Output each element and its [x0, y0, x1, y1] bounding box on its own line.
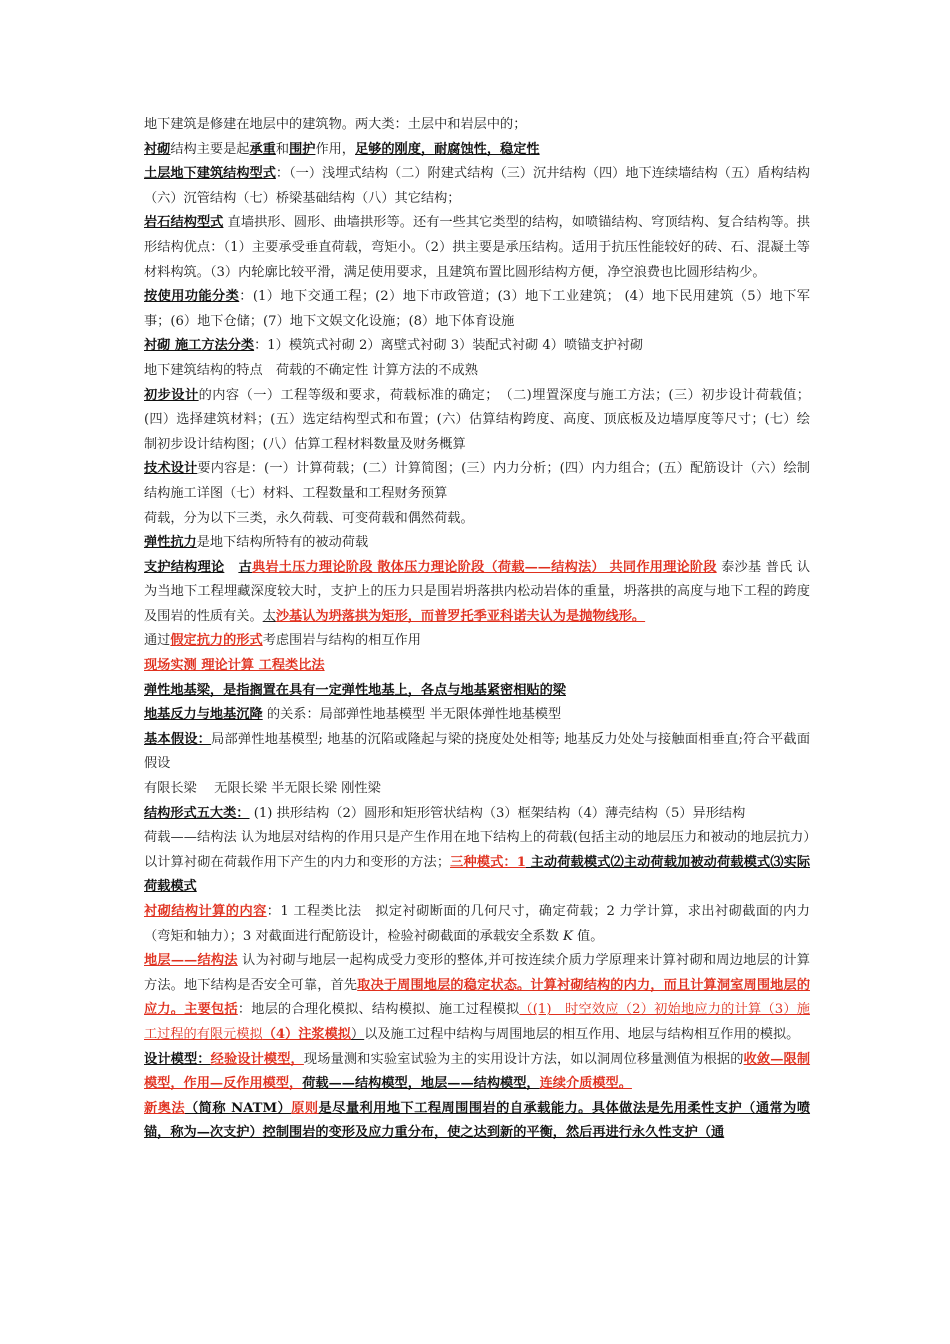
term-load-bearing: 承重	[249, 141, 276, 157]
heading-foundation-reaction: 地基反力与地基沉降	[144, 707, 263, 723]
text-red-underlined: （(1) 时空效应（2）初始地应力的计算（3）施工过程的有限元模拟	[144, 1002, 810, 1042]
text-emphasis: 古	[238, 559, 252, 575]
paragraph-structure-forms	[144, 802, 810, 900]
text: 的关系：局部弹性地基模型 半无限体弹性地基模型	[262, 707, 562, 723]
term-enclosure: 围护	[289, 141, 316, 157]
paragraph-features	[144, 359, 810, 384]
paragraph-elastic-resistance	[144, 531, 810, 556]
text-red-emphasis: 假定抗力的形式	[170, 633, 263, 649]
symbol-k: K	[558, 928, 573, 944]
paragraph-function-classification	[144, 285, 810, 334]
paragraph-technical-design	[144, 457, 810, 506]
text: ：1 工程类比法 拟定衬砌断面的几何尺寸，确定荷载；2 力学计算，求出衬砌截面的内力（弯矩和轴力）；3 对截面进行配筋设计，检验衬砌截面的承载安全系数	[144, 904, 810, 944]
text: 局部弹性地基模型; 地基的沉陷或隆起与梁的挠度处处相等; 地基反力处处与接触面相垂直;符合平截面假设	[144, 731, 811, 772]
heading-technical-design: 技术设计	[144, 461, 198, 477]
paragraph-foundation-reaction	[144, 703, 810, 728]
text: 有限长梁 无限长梁 半无限长梁 刚性梁	[144, 781, 381, 797]
text: (1) 拱形结构（2）圆形和矩形管状结构（3）框架结构（4）薄壳结构（5）异形结构	[249, 805, 746, 821]
paragraph-rock-structure-types	[144, 211, 810, 285]
text: 认为衬砌与地层一起构成受力变形的整体,并可按连续介质力学原理来计算衬砌和周边地层的计算方法。地下结构是否安全可靠，首先	[144, 953, 810, 993]
paragraph-beam-types	[144, 777, 810, 802]
text-red-emphasis: 现场实测 理论计算 工程类比法	[144, 658, 325, 674]
text: 要内容是：(一）计算荷载；(二）计算简图；(三）内力分析；(四）内力组合；(五）配筋设计（六）绘制结构施工详图（七）材料、工程数量和工程财务预算	[144, 461, 810, 501]
heading-lining-calculation: 衬砌结构计算的内容	[144, 904, 267, 919]
paragraph-loads	[144, 507, 810, 532]
text: 和	[275, 141, 290, 157]
document-page	[144, 113, 810, 1146]
text-red-emphasis: 连续介质模型。	[539, 1076, 632, 1092]
text-red-emphasis: 取决于周围地层的稳定状态。计算衬砌结构的内力，而且计算洞室周围地层的应力。主要包括	[144, 977, 811, 1018]
paragraph-stratum-structure-method	[144, 949, 810, 1047]
paragraph-basic-assumptions	[144, 728, 810, 777]
term-lining: 衬砌	[144, 141, 171, 157]
text: 地下建筑结构的特点 荷载的不确定性 计算方法的不成熟	[144, 362, 478, 378]
text: 以及施工过程中结构与周围地层的相互作用、地层与结构相互作用的模拟。	[364, 1026, 800, 1042]
text: 考虑围岩与结构的相互作用	[262, 633, 421, 649]
text-red-emphasis: 沙基认为坍落拱为矩形，而普罗托季亚科诺夫认为是抛物线形。	[275, 608, 646, 624]
text: 直墙拱形、圆形、曲墙拱形等。还有一些其它类型的结构，如喷锚结构、穹顶结构、复合结构等。拱形结构优点：（1）主要承受垂直荷载，弯矩小。（2）拱主要是承压结构。适用于抗压性能较好的砖、石、混凝土等材料构筑。（3）内轮廓比较平滑，满足使用要求，且建筑布置比圆形结构方便，净空浪费也比圆形结构少。	[144, 215, 810, 280]
paragraph-assumed-resistance	[144, 629, 810, 654]
text: 是地下结构所特有的被动荷载	[196, 535, 369, 551]
text: 泰沙基 普氏 认为当地下工程埋藏深度较大时，支护上的压力只是围岩坍落拱内松动岩体的重量，坍落拱的高度与地下工程的跨度及围岩的性质有关。	[144, 559, 811, 624]
heading-basic-assumptions: 基本假设：	[144, 731, 212, 747]
text: 通过	[144, 633, 171, 649]
text-emphasis: 荷载——结构模型，地层——结构模型，	[302, 1076, 540, 1092]
text: ）	[351, 1026, 365, 1042]
text-emphasis: 主动荷载模式⑵主动荷载加被动荷载模式⑶实际荷载模式	[144, 854, 811, 895]
text: 作用，	[315, 141, 355, 157]
text: 结构主要是起	[170, 141, 250, 157]
text: 太	[262, 608, 276, 624]
text-red-emphasis: 典岩土压力理论阶段 散体压力理论阶段（荷载——结构法） 共同作用理论阶段	[251, 559, 717, 575]
text-red-emphasis: （4）注浆模拟	[262, 1026, 351, 1042]
heading-structure-forms: 结构形式五大类：	[144, 805, 250, 821]
paragraph-preliminary-design	[144, 384, 810, 458]
heading-construction-classification: 衬砌 施工方法分类	[144, 338, 255, 354]
text-red-emphasis: 收敛—限制模型，作用—反作用模型，	[144, 1051, 811, 1092]
text-emphasis: 是尽量利用地下工程周围围岩的自承载能力。具体做法是先用柔性支护（通常为喷锚，称为—次支护）控制围岩的变形及应力重分布，使之达到新的平衡，然后再进行永久性支护（通	[144, 1100, 811, 1141]
heading-design-models: 设计模型：	[144, 1051, 211, 1067]
paragraph-design-models	[144, 1048, 810, 1097]
heading-rock-structure: 岩石结构型式	[144, 215, 224, 231]
heading-preliminary-design: 初步设计	[144, 387, 199, 403]
text: 的内容（一）工程等级和要求，荷载标准的确定； （二)埋置深度与施工方法；(三）初步设计荷载值；(四）选择建筑材料；(五）选定结构型式和布置；(六）估算结构跨度、高度、顶底板及边墙厚度等尺寸；(七）绘制初步设计结构图；(八）估算工程材料数量及财务概算	[144, 387, 810, 452]
text: 现场量测和实验室试验为主的实用设计方法，如以洞周位移量测值为根据的	[303, 1051, 744, 1067]
paragraph-soil-structure-types	[144, 162, 810, 211]
heading-soil-structure: 土层地下建筑结构型式	[144, 166, 276, 182]
term-elastic-resistance: 弹性抗力	[144, 535, 197, 551]
heading-function-classification: 按使用功能分类	[144, 289, 240, 305]
text-emphasis: 足够的刚度，耐腐蚀性，稳定性	[355, 141, 540, 157]
paragraph-elastic-beam	[144, 679, 810, 704]
text: 值。	[572, 928, 604, 944]
paragraph-intro	[144, 113, 810, 138]
paragraph-lining	[144, 138, 810, 163]
text: ：（一）浅埋式结构（二）附建式结构（三）沉井结构（四）地下连续墙结构（五）盾构结构（六）沉管结构（七）桥梁基础结构（八）其它结构；	[144, 166, 810, 206]
text: ：1）模筑式衬砌 2）离壁式衬砌 3）装配式衬砌 4）喷锚支护衬砌	[254, 338, 644, 354]
paragraph-construction-classification	[144, 334, 810, 359]
text: ：(1）地下交通工程；(2）地下市政管道；(3）地下工业建筑； (4）地下民用建筑（5）地下军事；(6）地下仓储；(7）地下文娱文化设施；(8）地下体育设施	[144, 289, 810, 329]
text: 荷载——结构法 认为地层对结构的作用只是产生作用在地下结构上的荷载(包括主动的地层压力和被动的地层抗力）以计算衬砌在荷载作用下产生的内力和变形的方法；	[144, 830, 810, 870]
text-red-emphasis: 经验设计模型，	[210, 1051, 304, 1067]
heading-natm: 新奥法	[144, 1100, 185, 1116]
text: 荷载，分为以下三类，永久荷载、可变荷载和偶然荷载。	[144, 510, 474, 526]
text-emphasis: （简称 NATM）	[185, 1100, 292, 1116]
text-emphasis: 弹性地基梁，是指搁置在具有一定弹性地基上，各点与地基紧密相贴的梁	[144, 682, 566, 698]
text-red-emphasis: 原则	[291, 1100, 319, 1116]
paragraph-natm	[144, 1097, 810, 1146]
text: ：地层的合理化模拟、结构模拟、施工过程模拟	[237, 1002, 520, 1018]
heading-stratum-structure: 地层——结构法	[144, 953, 238, 969]
paragraph-lining-calculation	[144, 900, 810, 949]
paragraph-support-theory	[144, 556, 810, 630]
text-red-emphasis: 三种模式：1	[450, 854, 526, 870]
paragraph-methods	[144, 654, 810, 679]
text: 地下建筑是修建在地层中的建筑物。两大类：土层中和岩层中的；	[144, 117, 527, 132]
heading-support-theory: 支护结构理论	[144, 559, 225, 575]
